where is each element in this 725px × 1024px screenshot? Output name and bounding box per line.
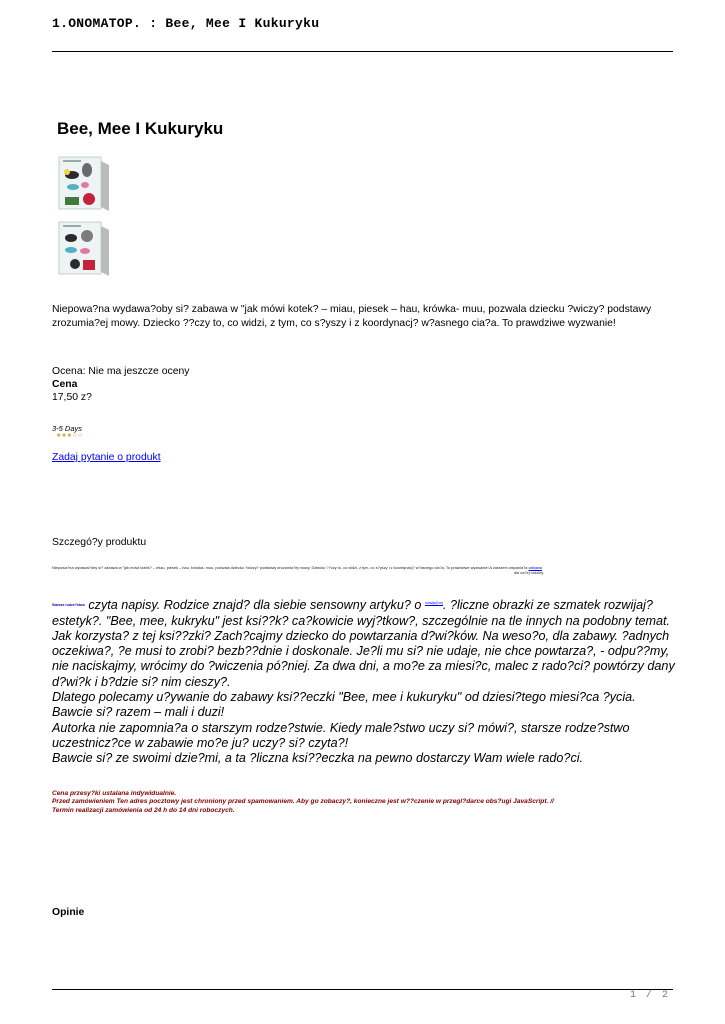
footer-rule xyxy=(52,989,673,990)
email-protection-note: Przed zamówieniem Ten adres pocztowy jest chroniony przed spamowaniem. Aby go zobaczy?, konieczne jest w??czenie w przegl?darce obs?ugi JavaScript. // xyxy=(52,798,554,806)
details-paragraph: Bawcie si? ze swoimi dzie?mi, a ta ?liczna ksi??eczka na pewno dostarczy Wam wiele rado?ci. xyxy=(52,751,584,766)
reviews-heading: Opinie xyxy=(52,907,85,918)
details-small-text xyxy=(52,565,544,575)
details-micro-label: Starsze rodze?stwo xyxy=(52,603,85,608)
details-heading: Szczegó?y produktu xyxy=(52,537,147,548)
product-intro: Niepowa?na wydawa?oby si? zabawa w "jak mówi kotek? – miau, piesek – hau, krówka- muu, pozwala dziecku ?wiczy? podstawy zrozumia?ej mowy. Dziecko ??czy to, co widzi, z tym, co s?yszy i z koordynacj? w?asnego cia?a. To prawdziwe wyzwanie! xyxy=(52,304,652,329)
lead-time-note: Termin realizacji zamówienia od 24 h do 14 dni roboczych. xyxy=(52,806,235,814)
details-small-tail: dla ca?ej rodziny. xyxy=(514,570,544,575)
rating-block xyxy=(52,365,189,404)
ask-question-link[interactable]: Zadaj pytanie o produkt xyxy=(52,452,161,463)
details-paragraph: Jak korzysta? z tej ksi??zki? Zach?cajmy dziecko do powtarzania d?wi?ków. Na weso?o, dla zabawy. ?adnych oczekiwa?, ?e musi to zrobi? bezb??dnie i doskonale. Je?li mu si? nie udaje, nie chce powtarza?, - odpu??my, nie naciskajmy, wrócimy do ?wiczenia pó?niej. Za dwa dni, a mo?e za miesi?c, malec z rado?ci? powtórzy dany d?wi?k i b?dzie si? nim cieszy?. xyxy=(52,628,675,689)
details-lead-cont: . ?liczne obrazki ze szmatek rozwijaj? estetyk?. "Bee, mee, kukryku" jest ksi??k? ca?kowicie wyj?tkow?, szczególnie na tle innych na podobny temat. xyxy=(52,598,670,628)
details-small-body: Niepowa?na wydawa?oby si? zabawa w "jak mówi kotek? – miau, piesek – hau, krówka- muu, pozwala dziecku ?wiczy? podstawy zrozumia?ej mowy. Dziecko ??czy to, co widzi, z tym, co s?yszy i z koordynacj? w?asnego cia?a. To prawdziwe wyzwanie! A zarazem wspania?a xyxy=(52,565,528,570)
details-small-link[interactable]: zabawa xyxy=(528,565,542,570)
details-paragraph: Bawcie si? razem – mali i duzi! xyxy=(52,705,225,720)
details-micro-link[interactable]: rozwijaj?cej xyxy=(424,601,443,605)
details-lead: czyta napisy. Rodzice znajd? dla siebie sensowny artyku? o xyxy=(88,598,422,613)
page-header: 1.ONOMATOP. : Bee, Mee I Kukuryku xyxy=(52,16,320,31)
price-value: 17,50 z? xyxy=(52,392,92,403)
order-notes xyxy=(52,790,672,815)
rating-text: Ocena: Nie ma jeszcze oceny xyxy=(52,366,190,377)
price-label: Cena xyxy=(52,379,78,390)
details-paragraph xyxy=(52,596,682,629)
details-body xyxy=(52,596,682,766)
page-number: 1 / 2 xyxy=(629,990,670,1001)
book-back-image xyxy=(57,220,109,276)
details-paragraph: Dlatego polecamy u?ywanie do zabawy ksi??eczki "Bee, mee i kukuryku" od dziesi?tego miesi?ca ?ycia. xyxy=(52,689,636,704)
header-rule xyxy=(52,51,673,52)
shipping-note: Cena przesy?ki ustalana indywidualnie. xyxy=(52,790,177,797)
product-title: Bee, Mee I Kukuryku xyxy=(57,119,224,138)
delivery-time: 3-5 Days xyxy=(52,424,83,433)
rating-stars-icon: ★★★☆☆ xyxy=(56,433,83,439)
book-cover-image xyxy=(57,155,109,211)
details-paragraph: Autorka nie zapomnia?a o starszym rodze?stwie. Kiedy male?stwo uczy si? mówi?, starsze rodze?stwo uczestnicz?ce w zabawie mo?e ju? uczy? si? czyta?! xyxy=(52,720,630,750)
